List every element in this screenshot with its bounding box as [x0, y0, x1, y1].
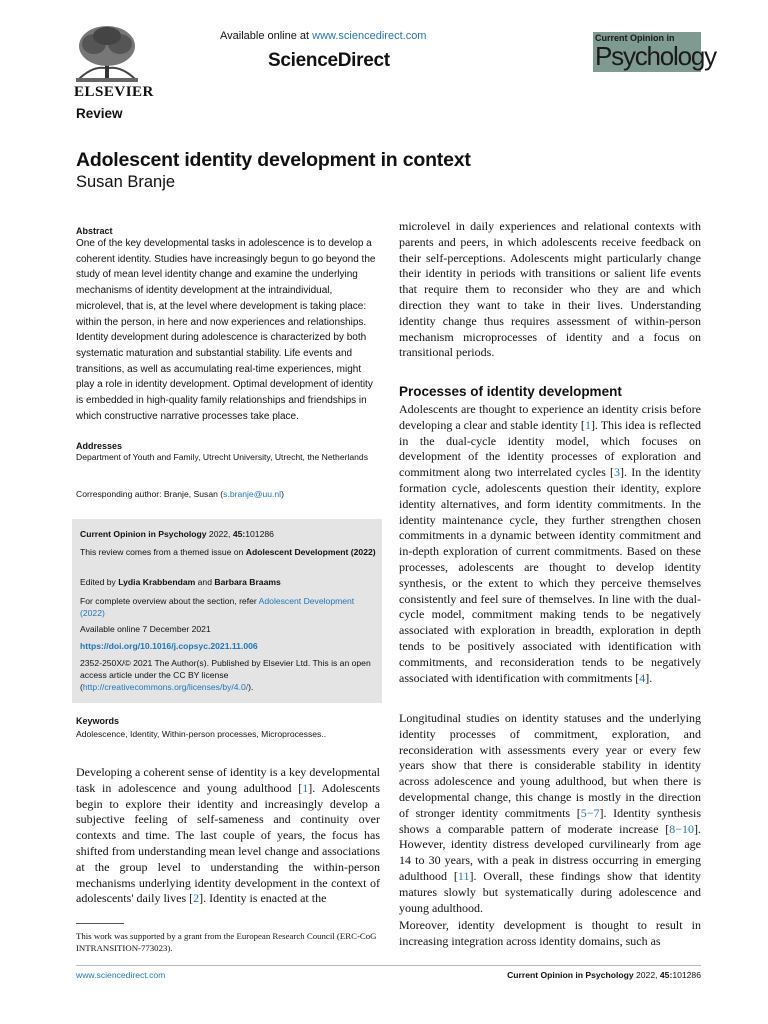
ref-4-link[interactable]: 4: [639, 670, 646, 685]
elsevier-tree-logo: [72, 22, 142, 84]
available-online: Available online at www.sciencedirect.com: [220, 30, 427, 42]
ref-1-link[interactable]: 1: [302, 780, 309, 795]
journal-cover-top: Current Opinion in: [595, 33, 675, 43]
doi-link[interactable]: https://doi.org/10.1016/j.copsyc.2021.11.006: [80, 641, 258, 651]
abstract-heading: Abstract: [76, 226, 113, 236]
author-email-link[interactable]: s.branje@uu.nl: [223, 489, 282, 499]
abstract-text: One of the key developmental tasks in adolescence is to develop a coherent identity. Studies have increasingly begun to go beyond the study of mean level identity change and examine the underlying mechanisms of identity development at the intraindividual, microlevel, that is, at the level where development is taking place: within the person, in here and now experiences and relationships. Identity development during adolescence is characterized by both systematic maturation and substantial stability. Life events and transitions, as well as accumulating real-time experiences, might play a role in identity development. Optimal development of identity is embedded in high-quality family relationships and friendships in which constructive narrative processes take place.: [76, 238, 376, 422]
ref-5-7-link[interactable]: 5−7: [580, 805, 600, 820]
publisher-name: ELSEVIER: [74, 84, 154, 100]
section-overview: For complete overview about the section, refer Adolescent Development (2022): [80, 596, 355, 619]
keywords-section: [76, 715, 380, 741]
body-paragraph-processes: Adolescents are thought to experience an identity crisis before developing a clear and stable identity [1]. This idea is reflected in the dual-cycle identity model, which focuses on development of the identity processes of exploration and commitment along two interrelated cycles [3]. In the identity formation cycle, adolescents question their identity, explore identity alternatives, and form identity commitments. In the identity maintenance cycle, they further strengthen chosen commitments in a dynamic between identity commitment and in-depth exploration of current commitments. Based on these processes, adolescents are thought to develop identity synthesis, or the extent to which they perceive themselves consistently and feel sure of themselves. In line with the dual-cycle model, commitment making tends to be negatively associated with exploration in breadth, exploration in depth tends to be positively associated with identification with commitments, and reconsideration tends to be negatively associated with identification with commitments [4].: [399, 402, 702, 685]
keywords-heading: Keywords: [76, 716, 120, 726]
corresponding-author: Corresponding author: Branje, Susan (s.branje@uu.nl): [76, 489, 284, 499]
footer-sciencedirect-link[interactable]: www.sciencedirect.com: [76, 970, 166, 980]
footnote-divider: [76, 923, 124, 924]
ref-1-link[interactable]: 1: [584, 417, 591, 432]
sciencedirect-link[interactable]: www.sciencedirect.com: [312, 30, 427, 42]
license-link[interactable]: http://creativecommons.org/licenses/by/4.0/: [82, 682, 249, 693]
sciencedirect-brand: ScienceDirect: [268, 50, 390, 71]
body-paragraph-microlevel: microlevel in daily experiences and relational contexts with parents and peers, in which adolescents receive feedback on their self-perceptions. Adolescents might particularly change their identity in periods with transitions or salient life events that require them to reconsider who they are and which direction they want to take in their lives. Understanding identity change thus requires assessment of within-person mechanism microprocesses of identity and a focus on transitional periods.: [399, 219, 701, 360]
license-text: 2352-250X/© 2021 The Author(s). Published by Elsevier Ltd. This is an open access article under the CC BY license (http://creativecommons.org/licenses/by/4.0/).: [80, 658, 371, 693]
keywords-text: Adolescence, Identity, Within-person processes, Microprocesses..: [76, 729, 327, 739]
body-paragraph-intro: Developing a coherent sense of identity is a key developmental task in adolescence and young adulthood [1]. Adolescents begin to explore their identity and increasingly develop a subjective feeling of self-sameness and continuity over contexts and time. The last couple of years, the focus has shifted from understanding mean level change and associations at the group level to understanding the within-person mechanisms underlying identity development in the context of adolescents' daily lives [2]. Identity is enacted at the: [76, 765, 380, 906]
footer-divider: [76, 965, 701, 966]
citation-line: Current Opinion in Psychology 2022, 45:101286: [80, 529, 274, 539]
funding-footnote: This work was supported by a grant from the European Research Council (ERC-CoG INTRANSITION-773023).: [76, 931, 377, 953]
ref-11-link[interactable]: 11: [457, 868, 470, 883]
body-paragraph-integration: Moreover, identity development is thought to result in increasing integration across identity domains, such as: [399, 918, 701, 948]
journal-cover-title: Psychology: [595, 41, 716, 71]
article-author: Susan Branje: [76, 173, 176, 191]
section-overview-link[interactable]: Adolescent Development (2022): [80, 596, 355, 619]
addresses-text: Department of Youth and Family, Utrecht University, Utrecht, the Netherlands: [76, 452, 369, 462]
edited-by: Edited by Lydia Krabbendam and Barbara Braams: [80, 577, 281, 587]
body-paragraph-longitudinal: Longitudinal studies on identity statuses and the underlying identity processes of commitment, exploration, and reconsideration with assessments every year or every few years show that there is considerable stability in identity across adolescence and young adulthood, but when there is developmental change, this change is mostly in the direction of stronger identity commitments [5−7]. Identity synthesis shows a comparable pattern of moderate increase [8−10]. However, identity distress developed curvilinearly from age 14 to 30 years, with a peak in distress occurring in emerging adulthood [11]. Overall, these findings show that identity matures slowly but systematically during adolescence and young adulthood.: [399, 711, 702, 915]
abstract-section: [76, 226, 380, 424]
article-type: Review: [76, 106, 123, 121]
themed-issue: This review comes from a themed issue on Adolescent Development (2022): [80, 547, 376, 557]
addresses-section: [76, 441, 380, 464]
ref-2-link[interactable]: 2: [193, 891, 200, 906]
section-heading: Processes of identity development: [399, 384, 622, 399]
journal-cover-logo: [593, 32, 716, 72]
ref-3-link[interactable]: 3: [614, 465, 621, 480]
article-title: Adolescent identity development in context: [76, 149, 471, 171]
addresses-heading: Addresses: [76, 441, 123, 451]
available-online-date: Available online 7 December 2021: [80, 624, 211, 634]
article-info-box: [72, 519, 382, 703]
ref-8-10-link[interactable]: 8−10: [669, 821, 694, 836]
footer-citation: Current Opinion in Psychology 2022, 45:101286: [507, 970, 701, 980]
